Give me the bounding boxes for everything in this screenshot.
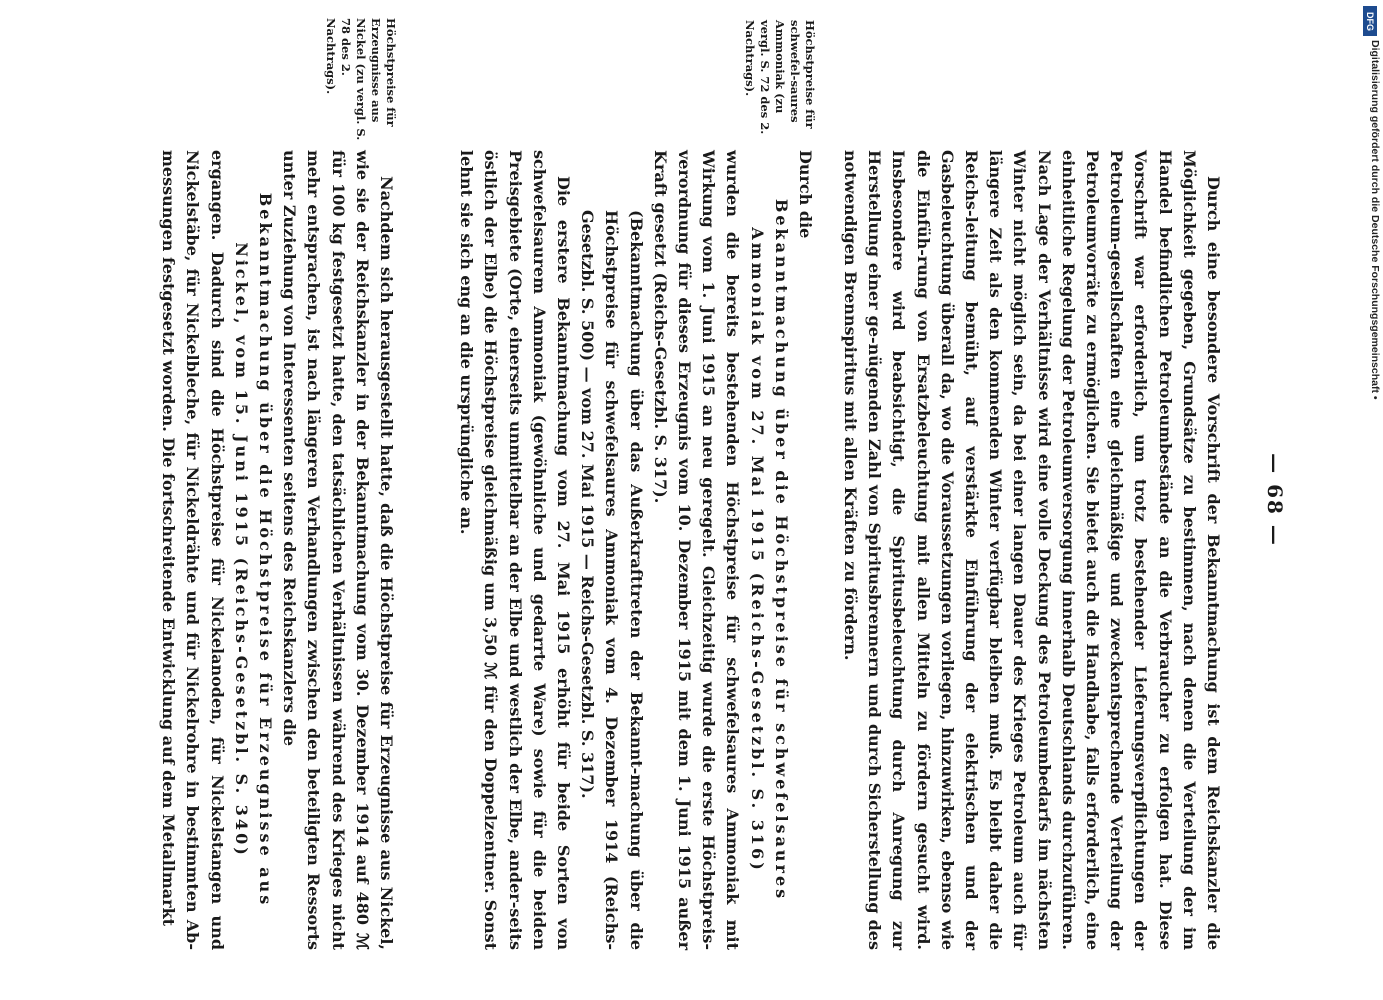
title-line: Ammoniak vom 27. Mai 1915 (Reichs-Gesetzbl. S. 316) (747, 227, 767, 873)
title-line: Bekanntmachung über die Höchstpreise für Erzeugnisse aus (255, 192, 275, 908)
margin-note-ammoniak: Höchstpreise für schwefel-saures Ammoniak (zu vergl. S. 72 des 2. Nachtrags). (743, 20, 817, 135)
paragraph: Durch eine besondere Vorschrift der Bekanntmachung ist dem Reichskanzler die Möglichkeit gegeben, Grundsätze zu bestimmen, nach denen die Verteilung der im Handel befindlichen Petroleumbestände an die Verbraucher zu erfolgen hat. Diese Vorschrift war erforderlich, um trotz bestehender Lieferungsverpflichtungen der Petroleum-gesellschaften eine gleichmäßige und zweckentsprechende Verteilung der Petroleumvorräte zu ermöglichen. Sie bietet auch die Handhabe, falls erforderlich, eine einheitliche Regelung der Petroleumversorgung innerhalb Deutschlands durchzuführen. Nach Lage der Verhältnisse wird eine volle Deckung des Petroleumbedarfs im nächsten Winter nicht möglich sein, da bei einer langen Dauer des Krieges Petroleum auch für längere Zeit als den kommenden Winter verfügbar bleiben muß. Es bleibt daher die Reichs-leitung bemüht, auf verstärkte Einführung der elektrischen und der Gasbeleuchtung überall da, wo die Voraussetzungen vorliegen, hinzuwirken, ebenso wie die Einfüh-rung von Ersatzbeleuchtung mit allen Mitteln zu fördern gesucht wird. Insbesondere wird beabsichtigt, die Spiritusbeleuchtung durch Anregung zur Herstellung einer ge-nügenden Zahl von Spiritusbrennern und durch Sicherstellung des notwendigen Brennspiritus mit allen Kräften zu fördern. (840, 150, 1223, 950)
paragraph: Die erstere Bekanntmachung vom 27. Mai 1915 erhöht für beide Sorten von schwefelsaurem Ammoniak (gewöhnliche und gedarrte Ware) sowie für die beiden Preisgebiete (Orte, einerseits unmittelbar an der Elbe und westlich der Elbe, ander-seits östlich der Elbe) die Höchstpreise gleichmäßig um 3,50 ℳ für den Doppelzentner. Sonst lehnt sie sich eng an die ursprüngliche an. (457, 150, 573, 950)
paragraph: (Bekanntmachung über das Außerkrafttreten der Bekannt-machung über die Höchstpreise für schwefelsaures Ammoniak vom 4. Dezember 1914 (Reichs-Gesetzbl. S. 500) — vom 27. Mai 1915 — Reichs-Gesetzbl. S. 317). (578, 210, 646, 950)
paragraph: wurden die bereits bestehenden Höchstpreise für schwefelsaures Ammoniak mit Wirkung vom 1. Juni 1915 an neu geregelt. Gleichzeitig wurde die erste Höchstpreis-verordnung für dieses Erzeugnis vom 10. Dezember 1915 mit dem 1. Juni 1915 außer Kraft gesetzt (Reichs-Gesetzbl. S. 317). (650, 150, 743, 950)
title-line: Bekanntmachung über die Höchstpreise für schwefelsaures (771, 198, 791, 902)
section-ammoniak (454, 150, 817, 950)
section-petroleum (838, 150, 1225, 950)
margin-note-nickel: Höchstpreise für Erzeugnisse aus Nickel (zu vergl. S. 78 des 2. Nachtrags). (324, 18, 398, 141)
page-number: — 68 — (1263, 453, 1287, 547)
paragraph: ergangen. Dadurch sind die Höchstpreise für Nickelanoden, für Nickelstangen und Nickelstäbe, für Nickelbleche, für Nickeldrähte und für Nickelrohre in bestimmten Ab-messungen festgesetzt worden. Die fortschreitende Entwicklung auf dem Metallmarkt (159, 150, 227, 950)
paragraph: Nachdem sich herausgestellt hatte, daß die Höchstpreise für Erzeugnisse aus Nickel, wie sie der Reichskanzler in der Bekanntmachung vom 30. Dezember 1914 auf 480 ℳ für 100 kg festgesetzt hatte, den tatsächlichen Verhältnissen während des Krieges nicht mehr entsprachen, ist nach längeren Verhandlungen zwischen den beteiligten Ressorts unter Zuziehung von Interessenten seitens des Reichskanzlers die (280, 150, 396, 950)
dfg-logo: DFG (1363, 6, 1377, 36)
intro-text: Durch die (796, 150, 815, 239)
digitization-credit: Digitalisierung gefördert durch die Deutsche Forschungsgemeinschaft • (1369, 40, 1381, 400)
title-line: Nickel, vom 15. Juni 1915 (Reichs-Gesetzbl. S. 340) (231, 242, 251, 858)
section-nickel (156, 150, 398, 950)
